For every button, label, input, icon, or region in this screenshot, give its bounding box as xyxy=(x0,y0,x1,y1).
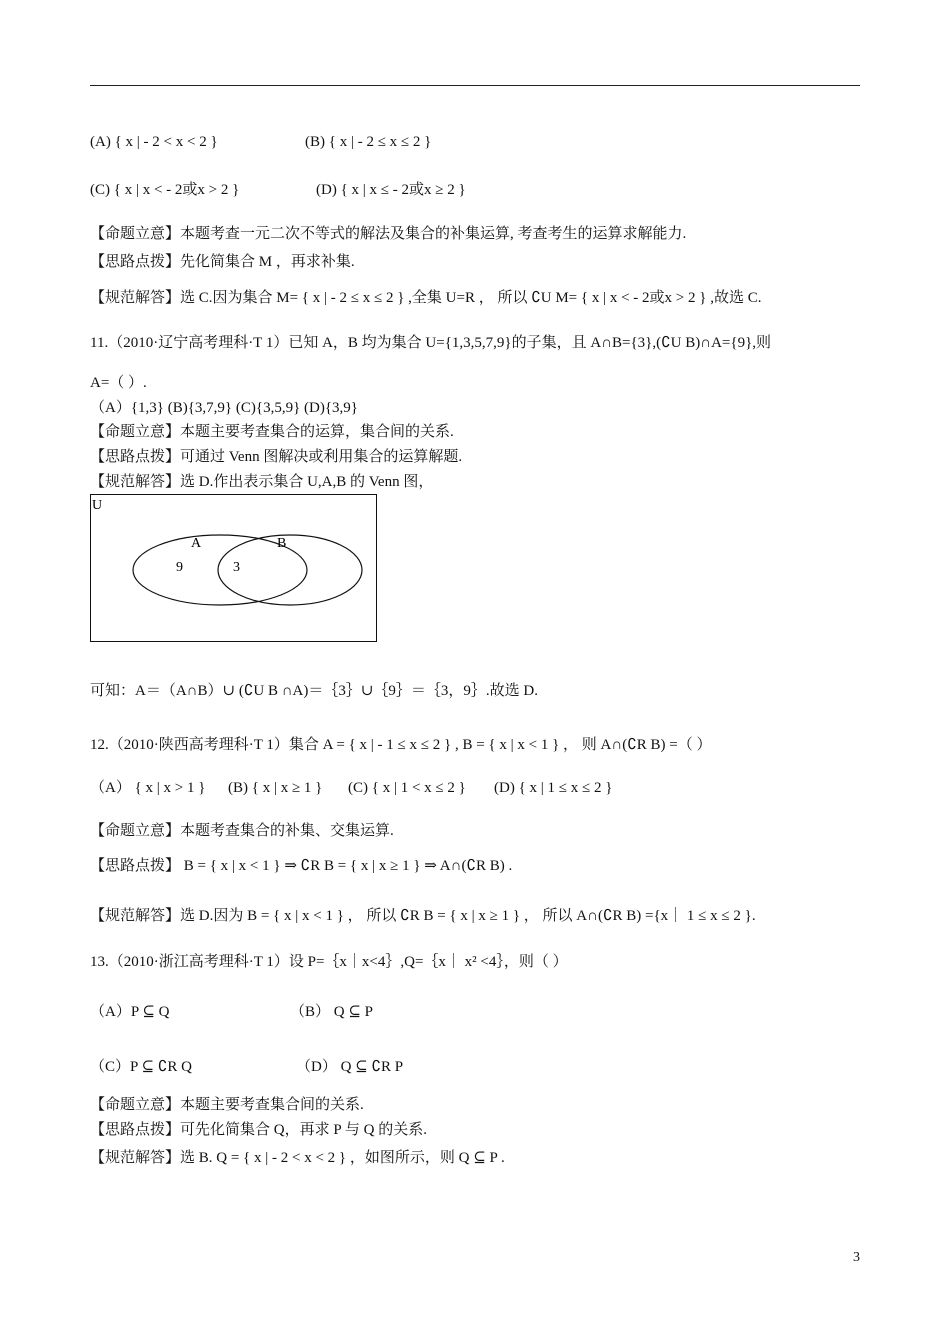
q12-option-c: (C) { x | 1 < x ≤ 2 } xyxy=(348,780,466,796)
q13-intent: 【命题立意】本题主要考查集合间的关系. xyxy=(90,1097,364,1113)
q11-options: （A）{1,3} (B){3,7,9} (C){3,5,9} (D){3,9} xyxy=(90,400,358,416)
q10-intent: 【命题立意】本题考查一元二次不等式的解法及集合的补集运算, 考查考生的运算求解能力. xyxy=(90,226,687,242)
q13-hint: 【思路点拨】可先化简集合 Q，再求 P 与 Q 的关系. xyxy=(90,1122,427,1138)
q11-conclusion: 可知：A＝（A∩B）∪ (∁U B ∩A)＝｛3｝∪｛9｝＝｛3，9｝.故选 D. xyxy=(90,683,539,699)
q13-option-c: （C）P ⊆ ∁R Q xyxy=(90,1059,192,1075)
header-rule xyxy=(90,85,860,86)
q11-intent: 【命题立意】本题主要考查集合的运算，集合间的关系. xyxy=(90,424,454,440)
q13-answer: 【规范解答】选 B. Q = { x | - 2 < x < 2 } ，如图所示，则 Q ⊆ P . xyxy=(90,1150,505,1166)
venn-value-intersection: 3 xyxy=(233,560,240,575)
q12-intent: 【命题立意】本题考查集合的补集、交集运算. xyxy=(90,823,394,839)
page-number: 3 xyxy=(853,1250,860,1265)
q11-stem: 11.（2010·辽宁高考理科·T 1）已知 A，B 均为集合 U={1,3,5,7,9}的子集，且 A∩B={3},(∁U B)∩A={9},则 xyxy=(90,335,772,351)
venn-diagram xyxy=(90,494,376,642)
q12-hint: 【思路点拨】 B = { x | x < 1 } ⇒ ∁R B = { x | x ≥ 1 } ⇒ A∩(∁R B) . xyxy=(90,858,513,874)
q10-hint: 【思路点拨】先化简集合 M ，再求补集. xyxy=(90,254,355,270)
q12-option-b: (B) { x | x ≥ 1 } xyxy=(228,780,323,796)
q10-answer: 【规范解答】选 C.因为集合 M= { x | - 2 ≤ x ≤ 2 } ,全集 U=R ， 所以 ∁U M= { x | x < - 2或x > 2 } ,故选 C. xyxy=(90,290,762,306)
q11-hint: 【思路点拨】可通过 Venn 图解决或利用集合的运算解题. xyxy=(90,449,463,465)
q10-option-d: (D) { x | x ≤ - 2或x ≥ 2 } xyxy=(316,182,466,198)
q12-option-d: (D) { x | 1 ≤ x ≤ 2 } xyxy=(494,780,613,796)
q12-stem: 12.（2010·陕西高考理科·T 1）集合 A = { x | - 1 ≤ x ≤ 2 } , B = { x | x < 1 } ， 则 A∩(∁R B) =（ ） xyxy=(90,737,712,753)
q11-answer: 【规范解答】选 D.作出表示集合 U,A,B 的 Venn 图， xyxy=(90,474,434,490)
q13-option-b: （B） Q ⊆ P xyxy=(290,1004,373,1020)
q10-option-b: (B) { x | - 2 ≤ x ≤ 2 } xyxy=(305,134,432,150)
q11-stem-continued: A=（ ）. xyxy=(90,375,147,391)
q10-option-a: (A) { x | - 2 < x < 2 } xyxy=(90,134,218,150)
venn-label-b: B xyxy=(277,536,287,551)
q12-answer: 【规范解答】选 D.因为 B = { x | x < 1 } ， 所以 ∁R B = { x | x ≥ 1 } ， 所以 A∩(∁R B) ={x｜ 1 ≤ x ≤ 2 }. xyxy=(90,908,756,924)
q13-option-a: （A）P ⊆ Q xyxy=(90,1004,170,1020)
venn-label-u: U xyxy=(92,498,103,513)
venn-value-only-a: 9 xyxy=(176,560,183,575)
venn-label-a: A xyxy=(191,536,202,551)
q13-stem: 13.（2010·浙江高考理科·T 1）设 P=｛x｜x<4｝,Q=｛x｜ x² <4｝，则（ ） xyxy=(90,954,568,970)
q13-option-d: （D） Q ⊆ ∁R P xyxy=(296,1059,404,1075)
q10-option-c: (C) { x | x < - 2或x > 2 } xyxy=(90,182,240,198)
q12-option-a: （A） { x | x > 1 } xyxy=(90,780,206,796)
